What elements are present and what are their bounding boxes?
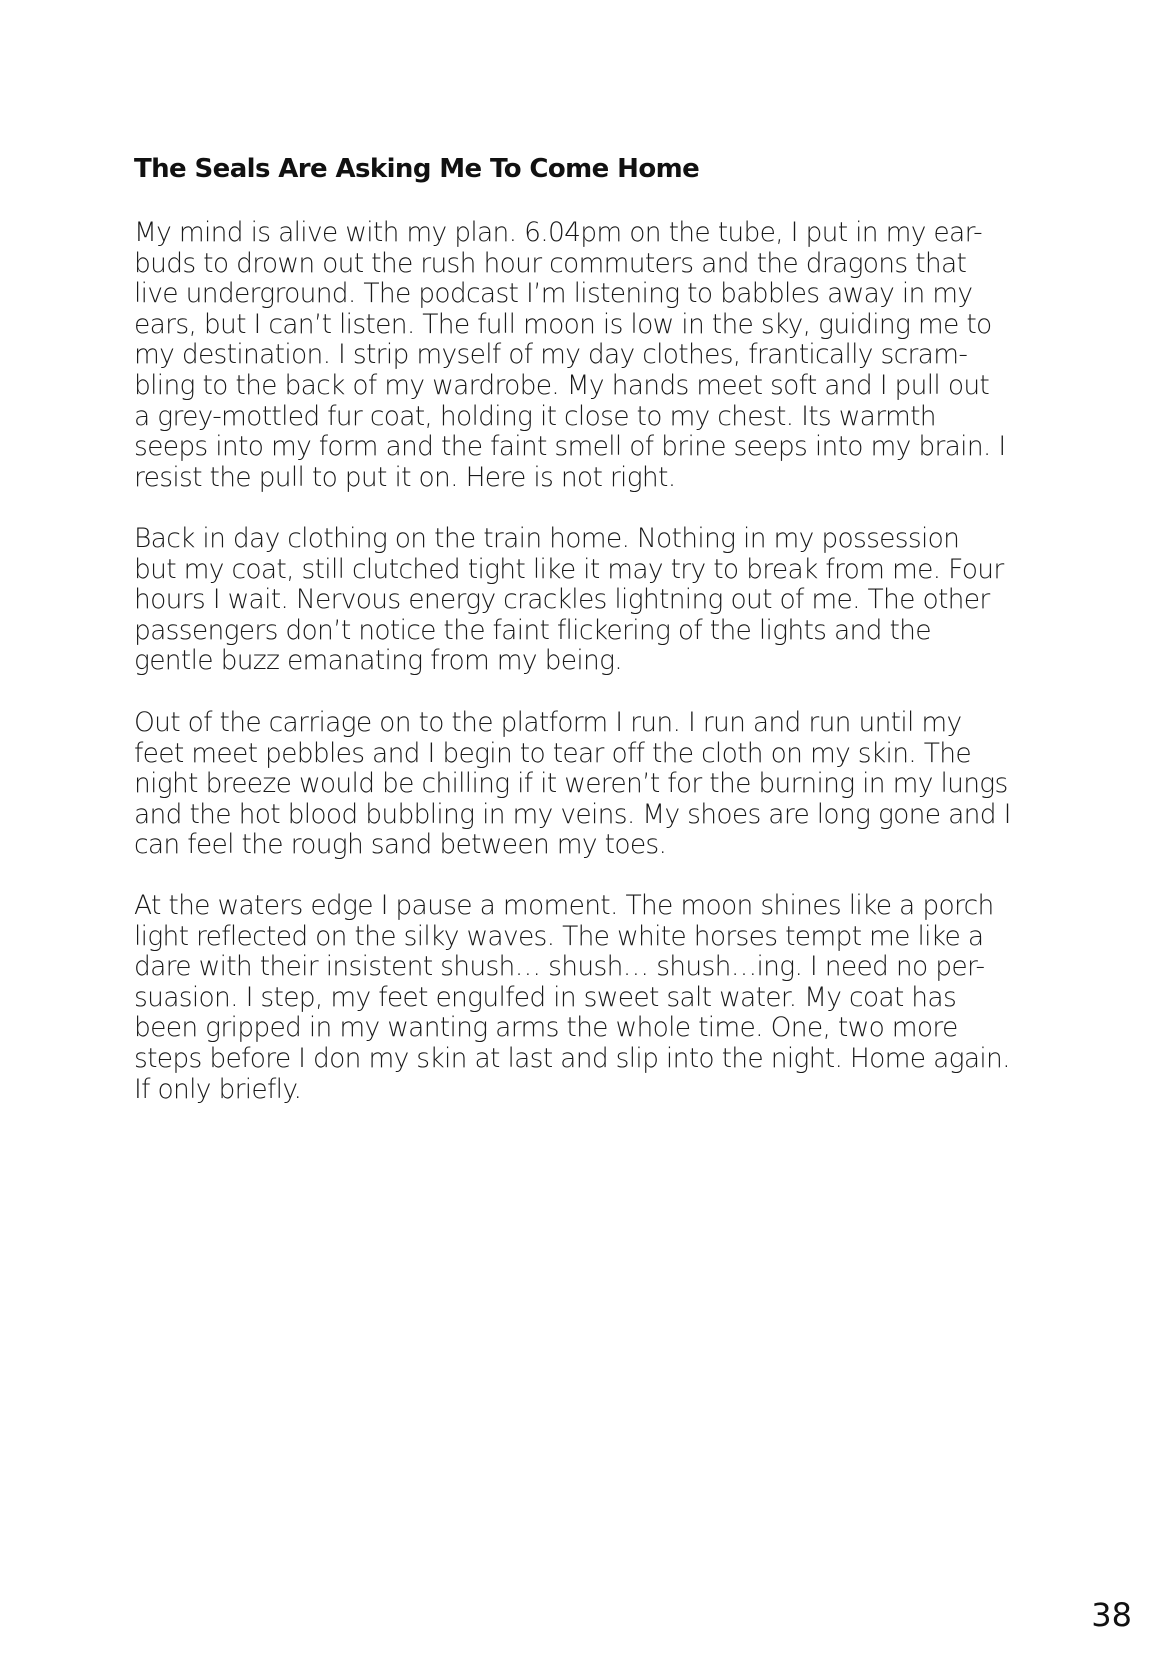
- story-title: The Seals Are Asking Me To Come Home: [134, 154, 700, 184]
- text-line: night breeze would be chilling if it weren’t for the burning in my lungs: [134, 768, 1008, 800]
- text-line: If only briefly.: [134, 1073, 302, 1105]
- text-line: my destination. I strip myself of my day clothes, frantically scram-: [134, 339, 968, 371]
- paragraph-3: [134, 708, 1054, 861]
- text-line: but my coat, still clutched tight like it may try to break from me. Four: [134, 553, 1004, 585]
- text-line: gentle buzz emanating from my being.: [134, 645, 623, 677]
- text-line: My mind is alive with my plan. 6.04pm on the tube, I put in my ear-: [134, 217, 982, 248]
- text-line: Back in day clothing on the train home. Nothing in my possession: [134, 523, 960, 554]
- text-line: At the waters edge I pause a moment. The moon shines like a porch: [134, 890, 994, 921]
- paragraph-4: [134, 891, 1054, 1105]
- page-number: 38: [1091, 1596, 1132, 1634]
- text-line: passengers don’t notice the faint flickering of the lights and the: [134, 614, 931, 646]
- text-line: ears, but I can’t listen. The full moon is low in the sky, guiding me to: [134, 308, 992, 340]
- text-line: dare with their insistent shush… shush… shush…ing. I need no per-: [134, 951, 985, 983]
- text-line: suasion. I step, my feet engulfed in sweet salt water. My coat has: [134, 981, 957, 1013]
- text-line: buds to drown out the rush hour commuters and the dragons that: [134, 247, 967, 279]
- text-line: seeps into my form and the faint smell of brine seeps into my brain. I: [134, 431, 1006, 463]
- text-line: and the hot blood bubbling in my veins. My shoes are long gone and I: [134, 798, 1011, 830]
- text-line: can feel the rough sand between my toes.: [134, 829, 667, 861]
- paragraph-1: [134, 218, 1054, 493]
- text-line: light reflected on the silky waves. The white horses tempt me like a: [134, 920, 984, 952]
- text-line: bling to the back of my wardrobe. My hands meet soft and I pull out: [134, 369, 990, 401]
- text-line: feet meet pebbles and I begin to tear off the cloth on my skin. The: [134, 737, 971, 769]
- text-line: resist the pull to put it on. Here is not right.: [134, 461, 676, 493]
- text-line: been gripped in my wanting arms the whole time. One, two more: [134, 1012, 958, 1044]
- text-line: hours I wait. Nervous energy crackles lightning out of me. The other: [134, 584, 990, 616]
- text-line: steps before I don my skin at last and slip into the night. Home again.: [134, 1042, 1010, 1074]
- text-line: live underground. The podcast I’m listening to babbles away in my: [134, 278, 973, 310]
- paragraph-2: [134, 524, 1054, 677]
- text-line: a grey-mottled fur coat, holding it close to my chest. Its warmth: [134, 400, 936, 432]
- text-line: Out of the carriage on to the platform I run. I run and run until my: [134, 707, 962, 738]
